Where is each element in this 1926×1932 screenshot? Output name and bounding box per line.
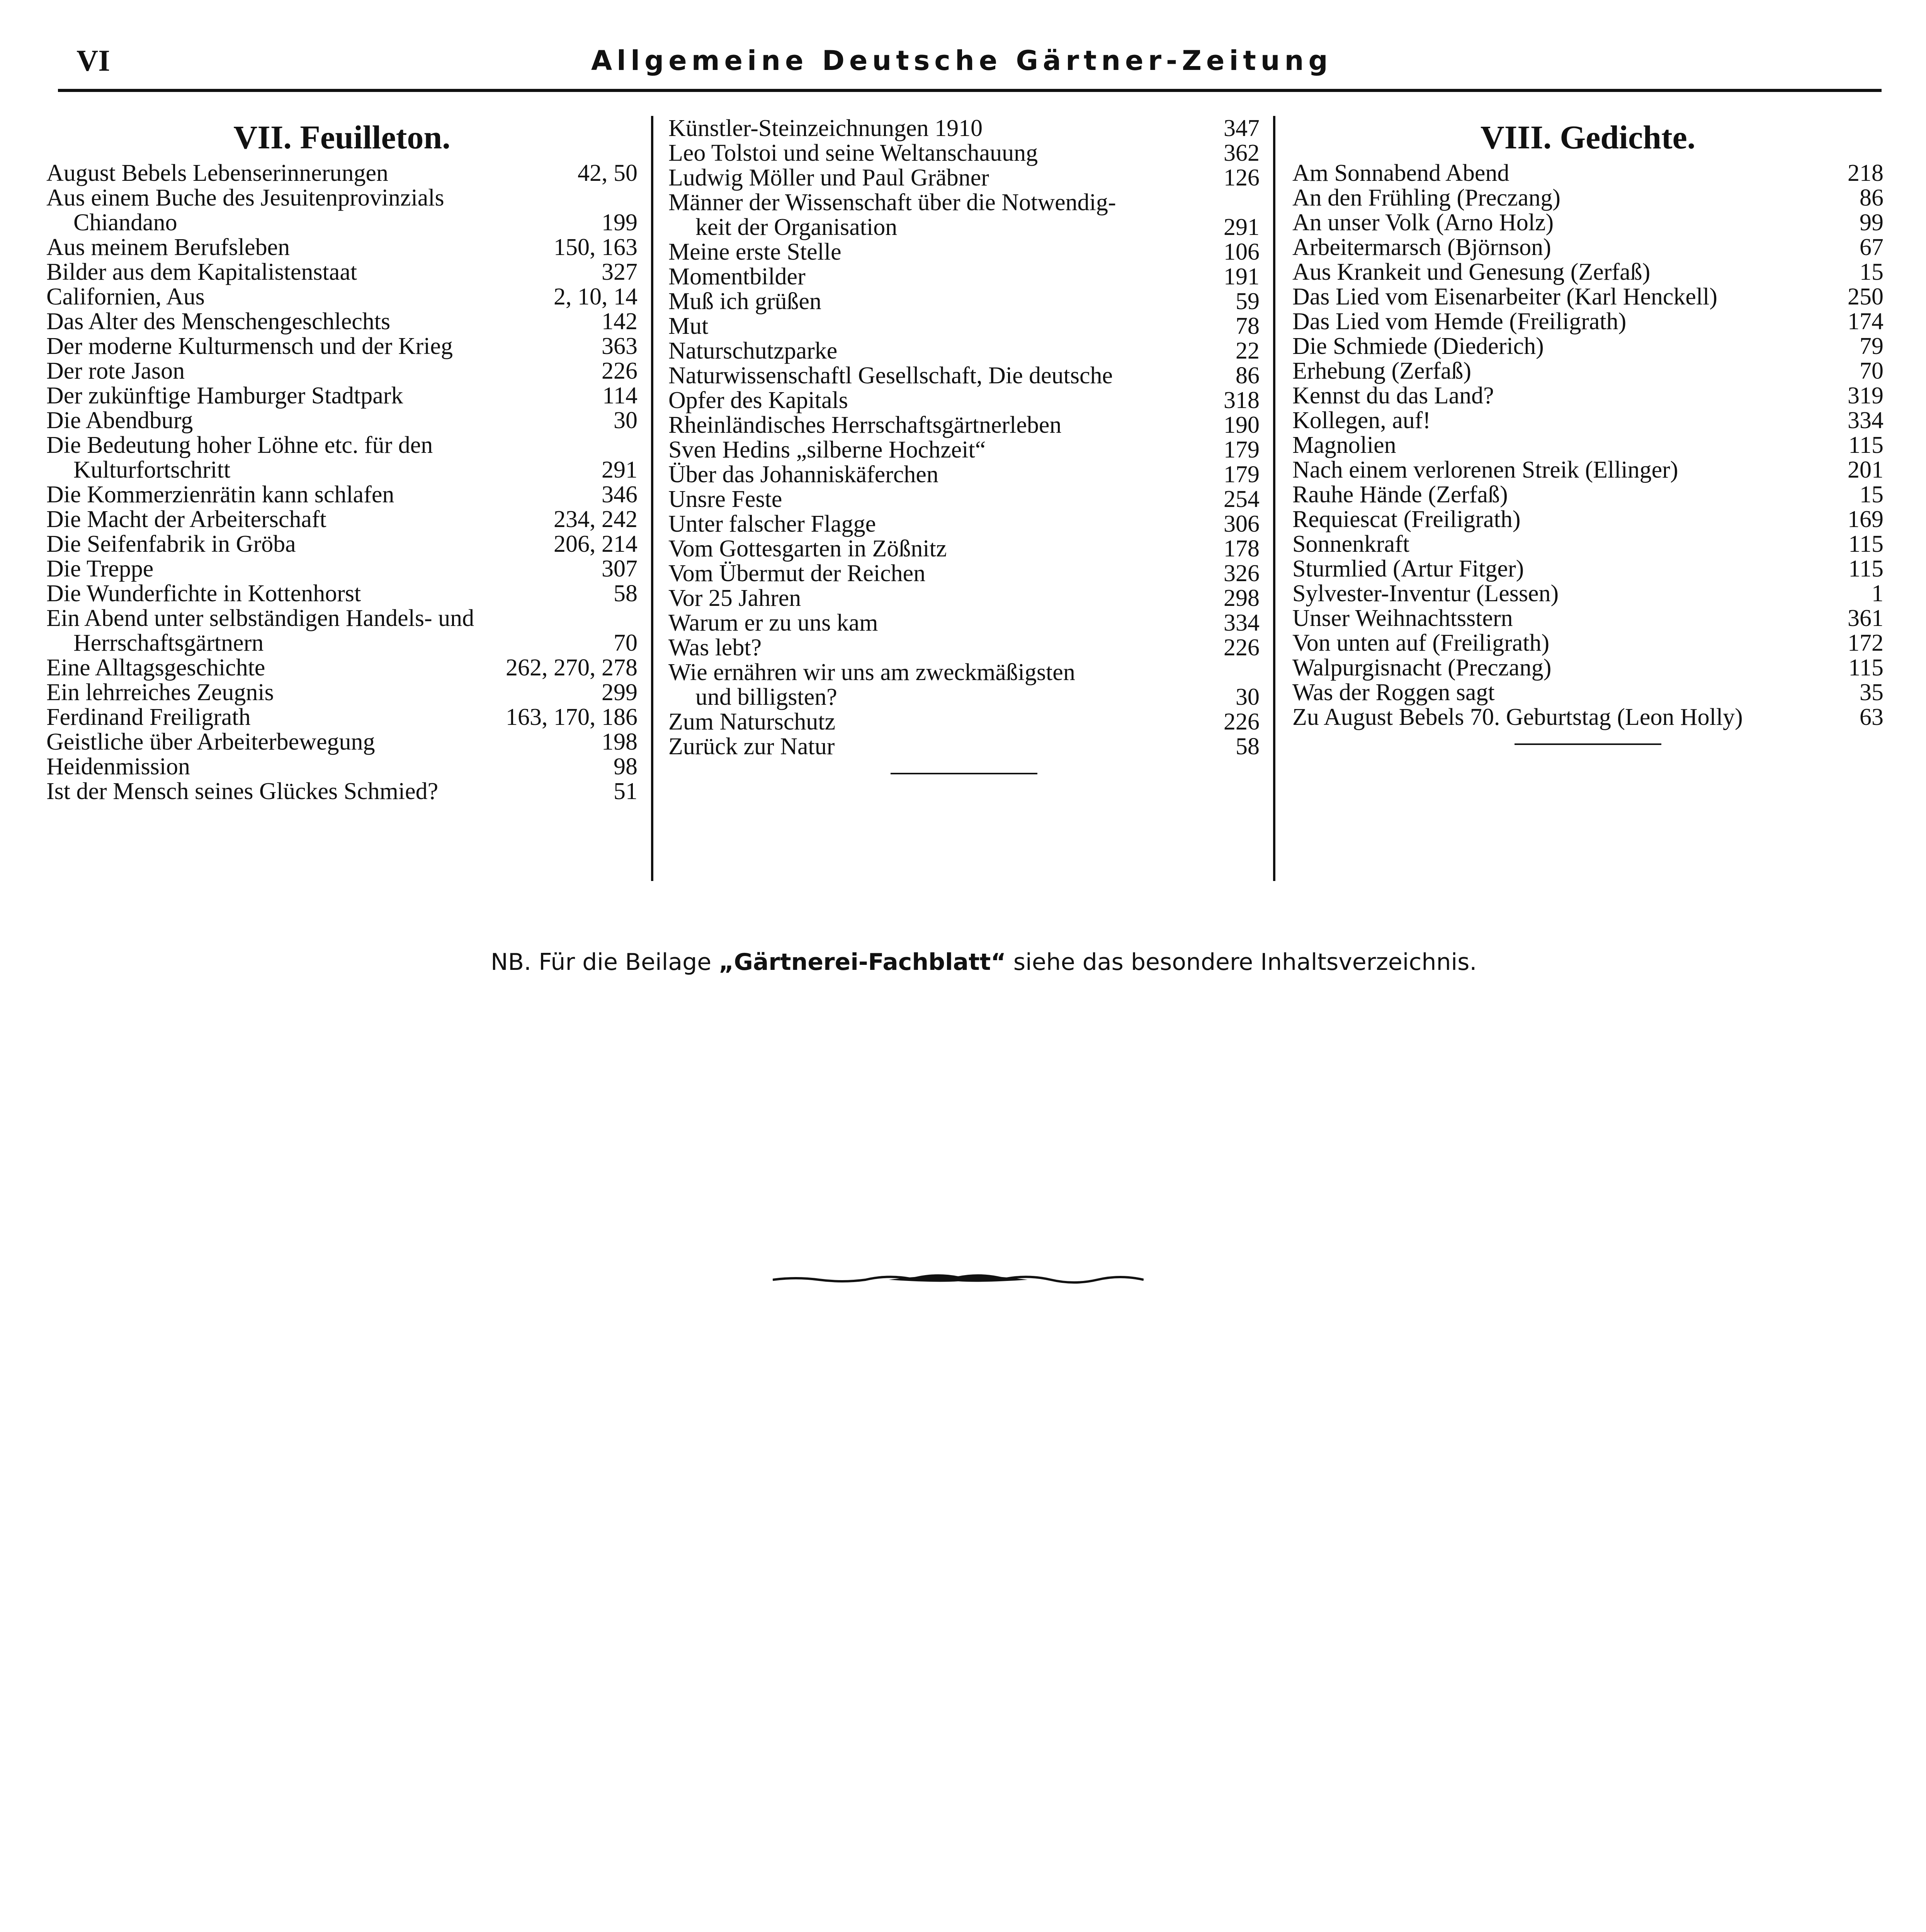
index-entry	[668, 635, 1260, 660]
entry-title: Das Alter des Menschengeschlechts	[46, 308, 391, 335]
entry-pages: 190	[1224, 412, 1260, 438]
index-entry	[1292, 457, 1884, 482]
note-suffix: siehe das besondere Inhaltsverzeichnis.	[1006, 949, 1477, 976]
entry-title: Ferdinand Freiligrath	[46, 704, 251, 730]
entry-pages: 58	[614, 580, 637, 607]
index-entry	[46, 606, 637, 631]
index-entry	[668, 363, 1260, 388]
index-entry	[668, 561, 1260, 586]
entry-title: Ludwig Möller und Paul Gräbner	[668, 165, 989, 191]
entry-pages: 307	[602, 556, 637, 582]
entry-pages: 201	[1848, 457, 1884, 483]
entry-title: keit der Organisation	[695, 214, 898, 240]
entry-title: Chiandano	[73, 209, 177, 236]
index-entry	[668, 240, 1260, 264]
entry-title: Warum er zu uns kam	[668, 610, 878, 636]
entry-title: Californien, Aus	[46, 284, 205, 310]
entry-title: Arbeitermarsch (Björnson)	[1292, 234, 1551, 260]
entry-pages: 86	[1236, 362, 1260, 389]
entry-title: An den Frühling (Preczang)	[1292, 185, 1561, 211]
entry-pages: 70	[1860, 358, 1884, 384]
entry-title: Aus Krankeit und Genesung (Zerfaß)	[1292, 259, 1651, 285]
index-entry	[46, 457, 637, 482]
entry-pages: 30	[614, 407, 637, 434]
entry-title: Geistliche über Arbeiterbewegung	[46, 729, 375, 755]
entry-pages: 35	[1860, 679, 1884, 706]
entry-title: Die Macht der Arbeiterschaft	[46, 506, 326, 532]
index-entry	[46, 482, 637, 507]
index-entry	[1292, 680, 1884, 705]
entry-pages: 254	[1224, 486, 1260, 512]
index-entry	[668, 141, 1260, 165]
entry-title: Unter falscher Flagge	[668, 511, 876, 537]
index-entry	[668, 116, 1260, 141]
page-number: VI	[76, 44, 110, 77]
index-entry	[668, 611, 1260, 635]
entry-title: An unser Volk (Arno Holz)	[1292, 209, 1554, 236]
entry-pages: 319	[1848, 383, 1884, 409]
index-entry	[668, 734, 1260, 759]
entry-title: und billigsten?	[695, 684, 837, 710]
index-entry	[668, 512, 1260, 536]
entry-title: Die Bedeutung hoher Löhne etc. für den	[46, 432, 433, 458]
index-entry	[1292, 507, 1884, 532]
feuilleton-column	[46, 116, 637, 804]
index-entry	[1292, 284, 1884, 309]
entry-title: Leo Tolstoi und seine Weltanschauung	[668, 140, 1038, 166]
entry-pages: 2, 10, 14	[554, 284, 637, 310]
entry-pages: 226	[602, 358, 637, 384]
entry-pages: 298	[1224, 585, 1260, 611]
entry-title: Naturschutzparke	[668, 338, 838, 364]
entry-title: Aus einem Buche des Jesuitenprovinzials	[46, 185, 444, 211]
index-entry	[1292, 161, 1884, 185]
entry-title: Opfer des Kapitals	[668, 387, 848, 413]
entry-title: Kulturfortschritt	[73, 457, 231, 483]
entry-pages: 306	[1224, 511, 1260, 537]
index-entry	[46, 556, 637, 581]
entry-title: Sven Hedins „silberne Hochzeit“	[668, 437, 986, 463]
entry-title: Das Lied vom Eisenarbeiter (Karl Henckell)	[1292, 284, 1718, 310]
entry-title: Von unten auf (Freiligrath)	[1292, 630, 1550, 656]
entry-pages: 291	[1224, 214, 1260, 240]
entry-title: Künstler-Steinzeichnungen 1910	[668, 115, 983, 141]
index-entry	[668, 586, 1260, 611]
entry-pages: 291	[602, 457, 637, 483]
entry-pages: 361	[1848, 605, 1884, 631]
index-entry	[46, 383, 637, 408]
entry-title: Momentbilder	[668, 264, 806, 290]
entry-pages: 327	[602, 259, 637, 285]
entry-title: Naturwissenschaftl Gesellschaft, Die deutsche	[668, 362, 1113, 389]
index-entry	[46, 161, 637, 185]
entry-pages: 174	[1848, 308, 1884, 335]
entry-pages: 1	[1872, 580, 1884, 607]
entry-title: Die Seifenfabrik in Gröba	[46, 531, 296, 557]
entry-title: Requiescat (Freiligrath)	[1292, 506, 1521, 532]
entry-title: Muß ich grüßen	[668, 288, 822, 315]
entry-pages: 78	[1236, 313, 1260, 339]
index-entry	[668, 709, 1260, 734]
index-entry	[46, 260, 637, 284]
entry-pages: 198	[602, 729, 637, 755]
header-rule	[58, 89, 1882, 92]
entry-title: Kennst du das Land?	[1292, 383, 1494, 409]
index-entry	[46, 284, 637, 309]
entry-title: Eine Alltagsgeschichte	[46, 655, 265, 681]
entry-pages: 99	[1860, 209, 1884, 236]
entry-title: Herrschaftsgärtnern	[73, 630, 264, 656]
entry-pages: 59	[1236, 288, 1260, 315]
entry-pages: 262, 270, 278	[506, 655, 637, 681]
entry-title: Sturmlied (Artur Fitger)	[1292, 556, 1524, 582]
entry-pages: 218	[1848, 160, 1884, 186]
entry-pages: 67	[1860, 234, 1884, 260]
running-title: Allgemeine Deutsche Gärtner-Zeitung	[591, 45, 1333, 77]
entry-title: Bilder aus dem Kapitalistenstaat	[46, 259, 357, 285]
entry-title: Magnolien	[1292, 432, 1396, 458]
index-entry	[1292, 309, 1884, 334]
index-entry	[668, 338, 1260, 363]
note-emphasis: „Gärtnerei-Fachblatt“	[719, 949, 1006, 976]
middle-column	[668, 116, 1260, 774]
entry-pages: 126	[1224, 165, 1260, 191]
index-entry	[46, 680, 637, 705]
entry-pages: 234, 242	[554, 506, 637, 532]
end-rule	[891, 773, 1037, 774]
entry-title: Vor 25 Jahren	[668, 585, 801, 611]
entry-pages: 169	[1848, 506, 1884, 532]
entry-pages: 318	[1224, 387, 1260, 413]
middle-list	[668, 116, 1260, 759]
entry-pages: 179	[1224, 437, 1260, 463]
index-entry	[46, 359, 637, 383]
entry-title: Männer der Wissenschaft über die Notwendig-	[668, 189, 1116, 216]
index-entry	[1292, 433, 1884, 457]
index-entry	[668, 413, 1260, 437]
entry-pages: 115	[1848, 655, 1884, 681]
index-entry	[46, 581, 637, 606]
feuilleton-list	[46, 161, 637, 804]
entry-title: Sylvester-Inventur (Lessen)	[1292, 580, 1559, 607]
index-entry	[46, 235, 637, 260]
index-entry	[1292, 556, 1884, 581]
index-entry	[46, 309, 637, 334]
entry-title: Ein Abend unter selbständigen Handels- und	[46, 605, 474, 631]
entry-title: Rauhe Hände (Zerfaß)	[1292, 481, 1508, 508]
index-entry	[668, 487, 1260, 512]
index-entry	[668, 215, 1260, 240]
note-prefix: NB. Für die Beilage	[491, 949, 719, 976]
index-entry	[1292, 705, 1884, 730]
index-entry	[1292, 185, 1884, 210]
entry-pages: 51	[614, 778, 637, 804]
entry-title: Was der Roggen sagt	[1292, 679, 1495, 706]
index-entry	[1292, 655, 1884, 680]
entry-pages: 347	[1224, 115, 1260, 141]
entry-title: Ein lehrreiches Zeugnis	[46, 679, 274, 706]
entry-pages: 15	[1860, 481, 1884, 508]
entry-title: Die Kommerzienrätin kann schlafen	[46, 481, 394, 508]
entry-title: Vom Übermut der Reichen	[668, 560, 926, 587]
entry-pages: 163, 170, 186	[506, 704, 637, 730]
entry-pages: 115	[1848, 531, 1884, 557]
index-entry	[46, 408, 637, 433]
entry-title: Aus meinem Berufsleben	[46, 234, 290, 260]
entry-title: Am Sonnabend Abend	[1292, 160, 1510, 186]
ornament-divider	[773, 1271, 1144, 1289]
entry-pages: 106	[1224, 239, 1260, 265]
entry-title: Meine erste Stelle	[668, 239, 841, 265]
entry-pages: 58	[1236, 733, 1260, 760]
index-entry	[1292, 482, 1884, 507]
index-entry	[46, 532, 637, 556]
entry-title: Erhebung (Zerfaß)	[1292, 358, 1472, 384]
entry-pages: 15	[1860, 259, 1884, 285]
entry-pages: 79	[1860, 333, 1884, 359]
index-entry	[668, 264, 1260, 289]
index-entry	[668, 660, 1260, 685]
entry-title: Der rote Jason	[46, 358, 185, 384]
entry-title: Wie ernähren wir uns am zweckmäßigsten	[668, 659, 1075, 685]
end-rule	[1515, 743, 1661, 745]
entry-title: Sonnenkraft	[1292, 531, 1410, 557]
entry-title: Heidenmission	[46, 753, 190, 780]
entry-pages: 22	[1236, 338, 1260, 364]
entry-title: Nach einem verlorenen Streik (Ellinger)	[1292, 457, 1678, 483]
gedichte-column	[1292, 116, 1884, 745]
entry-pages: 226	[1224, 634, 1260, 661]
entry-pages: 172	[1848, 630, 1884, 656]
index-entry	[1292, 334, 1884, 359]
entry-title: Kollegen, auf!	[1292, 407, 1431, 434]
entry-pages: 30	[1236, 684, 1260, 710]
entry-pages: 115	[1848, 556, 1884, 582]
entry-pages: 363	[602, 333, 637, 359]
entry-pages: 98	[614, 753, 637, 780]
entry-title: Zurück zur Natur	[668, 733, 835, 760]
entry-pages: 86	[1860, 185, 1884, 211]
index-entry	[1292, 408, 1884, 433]
index-entry	[1292, 383, 1884, 408]
index-entry	[1292, 235, 1884, 260]
index-entry	[668, 437, 1260, 462]
supplement-note	[491, 949, 1477, 976]
index-entry	[1292, 631, 1884, 655]
section-title-feuilleton: VII. Feuilleton.	[233, 119, 450, 156]
entry-pages: 226	[1224, 709, 1260, 735]
entry-title: August Bebels Lebenserinnerungen	[46, 160, 388, 186]
index-entry	[46, 754, 637, 779]
entry-pages: 362	[1224, 140, 1260, 166]
entry-title: Die Wunderfichte in Kottenhorst	[46, 580, 361, 607]
entry-title: Rheinländisches Herrschaftsgärtnerleben	[668, 412, 1062, 438]
entry-title: Mut	[668, 313, 709, 339]
entry-pages: 115	[1848, 432, 1884, 458]
entry-pages: 178	[1224, 536, 1260, 562]
entry-pages: 63	[1860, 704, 1884, 730]
index-entry	[1292, 532, 1884, 556]
entry-title: Der zukünftige Hamburger Stadtpark	[46, 383, 403, 409]
entry-title: Das Lied vom Hemde (Freiligrath)	[1292, 308, 1627, 335]
column-divider	[1273, 116, 1275, 881]
entry-pages: 179	[1224, 461, 1260, 488]
index-entry	[46, 334, 637, 359]
entry-pages: 114	[602, 383, 637, 409]
index-entry	[668, 190, 1260, 215]
index-entry	[668, 388, 1260, 413]
entry-pages: 334	[1224, 610, 1260, 636]
entry-title: Die Abendburg	[46, 407, 193, 434]
index-entry	[46, 507, 637, 532]
entry-title: Die Treppe	[46, 556, 154, 582]
entry-title: Zum Naturschutz	[668, 709, 836, 735]
entry-pages: 346	[602, 481, 637, 508]
entry-pages: 199	[602, 209, 637, 236]
column-divider	[651, 116, 653, 881]
entry-pages: 299	[602, 679, 637, 706]
entry-pages: 70	[614, 630, 637, 656]
index-entry	[668, 314, 1260, 338]
gedichte-list	[1292, 161, 1884, 730]
index-entry	[668, 536, 1260, 561]
entry-pages: 142	[602, 308, 637, 335]
entry-pages: 334	[1848, 407, 1884, 434]
entry-pages: 42, 50	[578, 160, 637, 186]
entry-pages: 250	[1848, 284, 1884, 310]
index-entry	[46, 730, 637, 754]
entry-pages: 150, 163	[554, 234, 637, 260]
entry-title: Walpurgisnacht (Preczang)	[1292, 655, 1552, 681]
index-entry	[46, 433, 637, 457]
page-header	[58, 39, 1882, 85]
index-entry	[46, 631, 637, 655]
entry-pages: 191	[1224, 264, 1260, 290]
index-entry	[1292, 606, 1884, 631]
index-entry	[668, 462, 1260, 487]
index-entry	[46, 655, 637, 680]
index-entry	[668, 165, 1260, 190]
entry-title: Der moderne Kulturmensch und der Krieg	[46, 333, 453, 359]
entry-title: Unser Weihnachtsstern	[1292, 605, 1513, 631]
index-entry	[46, 705, 637, 730]
index-entry	[1292, 581, 1884, 606]
index-entry	[46, 210, 637, 235]
index-entry	[1292, 210, 1884, 235]
index-entry	[668, 289, 1260, 314]
entry-pages: 206, 214	[554, 531, 637, 557]
section-title-gedichte: VIII. Gedichte.	[1480, 119, 1696, 156]
index-entry	[46, 185, 637, 210]
entry-title: Ist der Mensch seines Glückes Schmied?	[46, 778, 439, 804]
index-entry	[1292, 260, 1884, 284]
index-entry	[668, 685, 1260, 709]
entry-title: Die Schmiede (Diederich)	[1292, 333, 1544, 359]
index-entry	[46, 779, 637, 804]
entry-title: Was lebt?	[668, 634, 762, 661]
index-entry	[1292, 359, 1884, 383]
entry-title: Unsre Feste	[668, 486, 782, 512]
entry-title: Zu August Bebels 70. Geburtstag (Leon Holly)	[1292, 704, 1743, 730]
entry-title: Über das Johanniskäferchen	[668, 461, 938, 488]
entry-title: Vom Gottesgarten in Zößnitz	[668, 536, 947, 562]
entry-pages: 326	[1224, 560, 1260, 587]
